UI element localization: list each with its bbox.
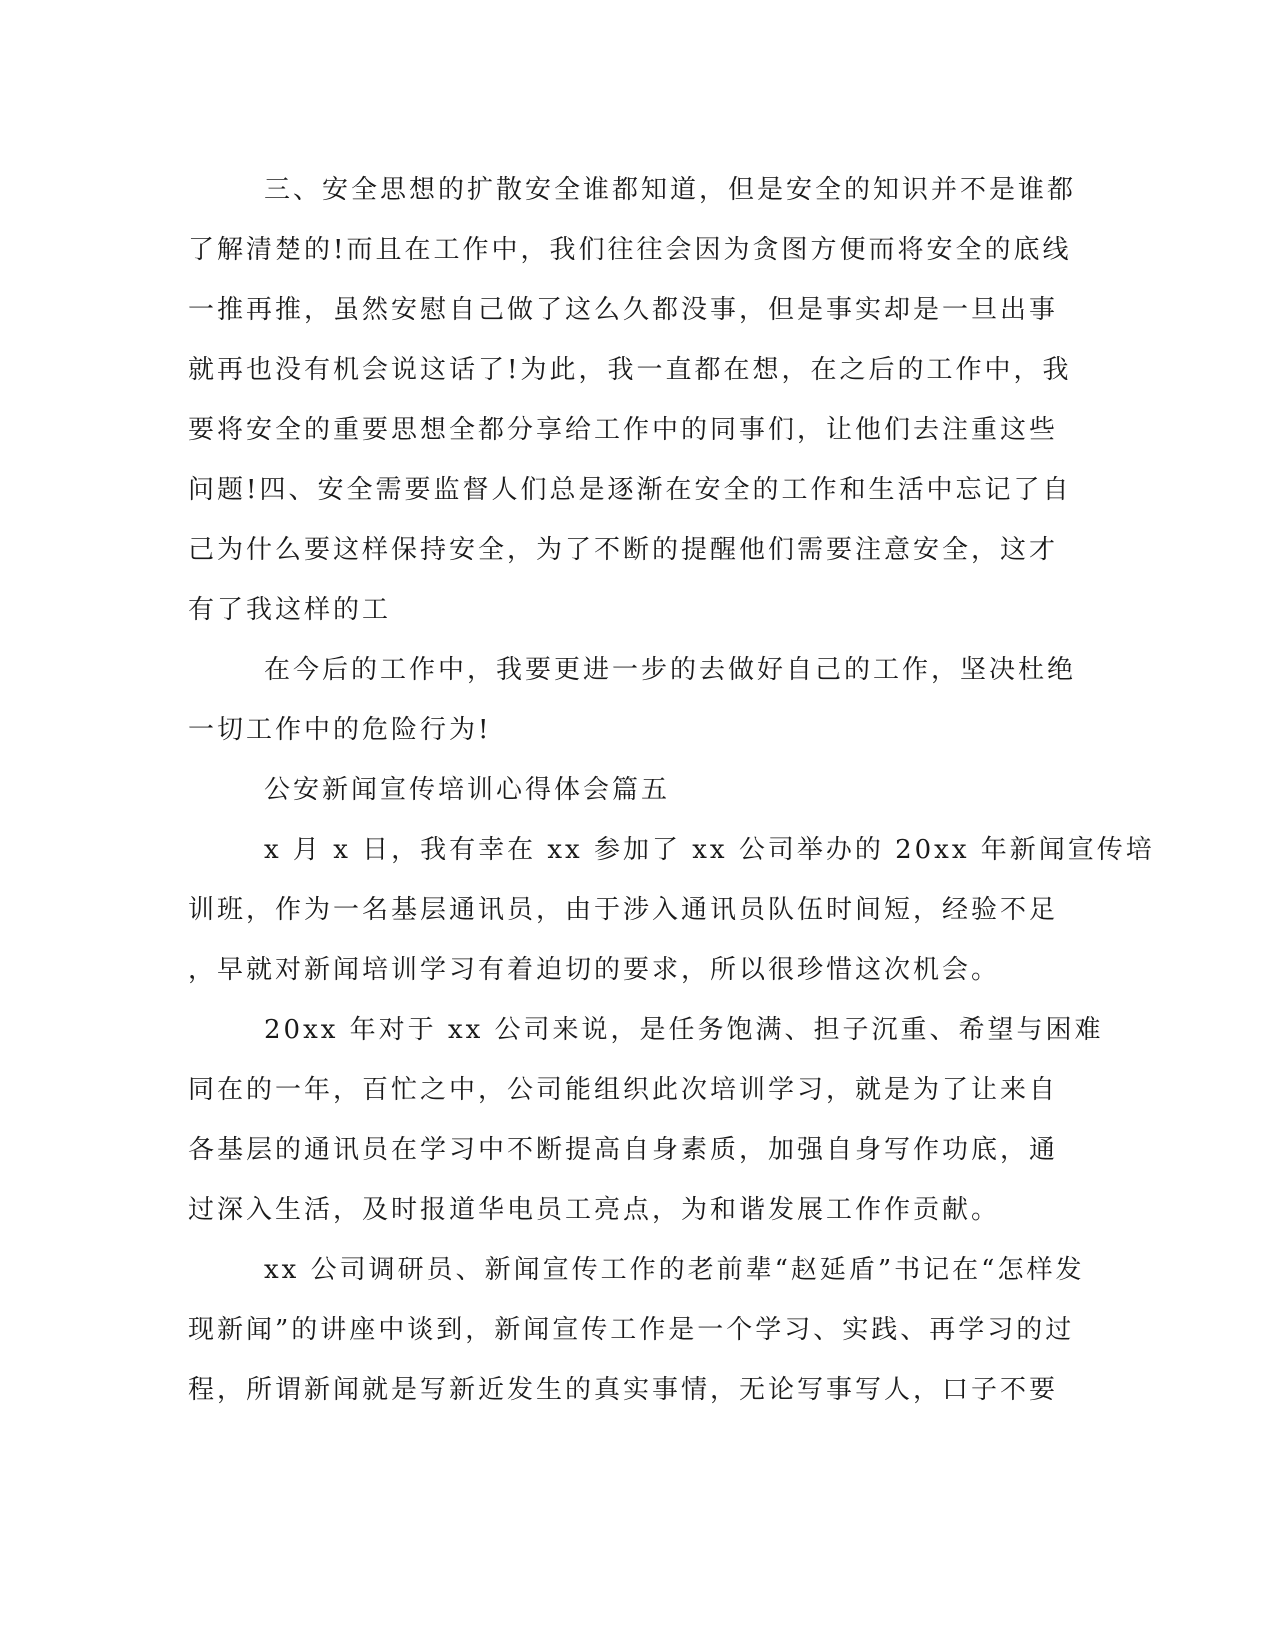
- paragraph-line: 就再也没有机会说这话了!为此，我一直都在想，在之后的工作中，我: [188, 355, 1072, 385]
- paragraph-line: 过深入生活，及时报道华电员工亮点，为和谐发展工作作贡献。: [188, 1195, 1001, 1225]
- paragraph-line: 在今后的工作中，我要更进一步的去做好自己的工作，坚决杜绝: [264, 655, 1077, 685]
- paragraph-line: ，早就对新闻培训学习有着迫切的要求，所以很珍惜这次机会。: [188, 955, 1001, 985]
- section-heading: 公安新闻宣传培训心得体会篇五: [264, 775, 671, 805]
- paragraph-line: x 月 x 日，我有幸在 xx 参加了 xx 公司举办的 20xx 年新闻宣传培: [264, 835, 1155, 865]
- paragraph-line: 问题!四、安全需要监督人们总是逐渐在安全的工作和生活中忘记了自: [188, 475, 1072, 505]
- paragraph-line: 20xx 年对于 xx 公司来说，是任务饱满、担子沉重、希望与困难: [264, 1015, 1104, 1045]
- paragraph-line: 同在的一年，百忙之中，公司能组织此次培训学习，就是为了让来自: [188, 1075, 1059, 1105]
- paragraph-line: 现新闻”的讲座中谈到，新闻宣传工作是一个学习、实践、再学习的过: [188, 1315, 1075, 1345]
- paragraph-line: 三、安全思想的扩散安全谁都知道，但是安全的知识并不是谁都: [264, 175, 1077, 205]
- paragraph-line: 程，所谓新闻就是写新近发生的真实事情，无论写事写人，口子不要: [188, 1375, 1059, 1405]
- paragraph-line: 各基层的通讯员在学习中不断提高自身素质，加强自身写作功底，通: [188, 1135, 1059, 1165]
- paragraph-line: 要将安全的重要思想全都分享给工作中的同事们，让他们去注重这些: [188, 415, 1059, 445]
- paragraph-line: 了解清楚的!而且在工作中，我们往往会因为贪图方便而将安全的底线: [188, 235, 1072, 265]
- paragraph-line: 有了我这样的工: [188, 595, 392, 625]
- paragraph-line: 一推再推，虽然安慰自己做了这么久都没事，但是事实却是一旦出事: [188, 295, 1059, 325]
- paragraph-line: 训班，作为一名基层通讯员，由于涉入通讯员队伍时间短，经验不足: [188, 895, 1059, 925]
- document-body: [188, 160, 1155, 1420]
- paragraph-line: 一切工作中的危险行为!: [188, 715, 492, 745]
- paragraph-line: 己为什么要这样保持安全，为了不断的提醒他们需要注意安全，这才: [188, 535, 1059, 565]
- paragraph-line: xx 公司调研员、新闻宣传工作的老前辈“赵延盾”书记在“怎样发: [264, 1255, 1085, 1285]
